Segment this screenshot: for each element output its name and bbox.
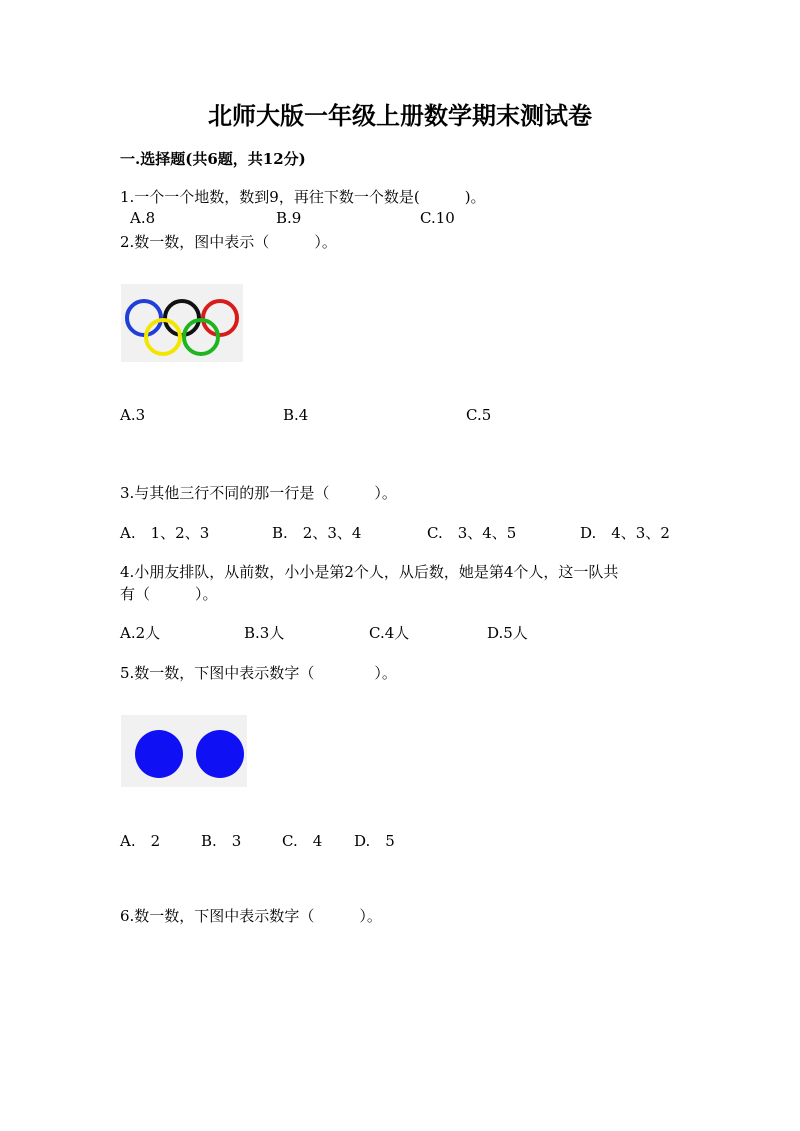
question-2-option-a: A.3	[120, 406, 146, 424]
ring-red	[203, 301, 237, 335]
question-3-text: 3.与其他三行不同的那一行是（ ）。	[120, 484, 397, 502]
section-heading: 一.选择题(共6题，共12分)	[120, 150, 306, 168]
question-2-option-b: B.4	[283, 406, 309, 424]
question-4-option-d: D.5人	[487, 624, 528, 642]
question-5-option-b: B. 3	[201, 832, 242, 850]
question-1-option-a: A.8	[130, 209, 156, 227]
question-2-text: 2.数一数，图中表示（ ）。	[120, 233, 337, 251]
ring-green	[184, 320, 218, 354]
ring-black	[165, 301, 199, 335]
question-4-text-line-1: 4.小朋友排队，从前数，小小是第2个人，从后数，她是第4个人，这一队共	[120, 563, 619, 581]
question-3-option-d: D. 4、3、2	[580, 524, 670, 542]
question-1-text: 1.一个一个地数，数到9，再往下数一个数是( )。	[120, 188, 486, 206]
question-1-option-b: B.9	[276, 209, 302, 227]
question-4-option-a: A.2人	[120, 624, 161, 642]
ring-blue	[127, 301, 161, 335]
question-2-option-c: C.5	[466, 406, 492, 424]
question-4-text-line-2: 有（ ）。	[120, 585, 218, 603]
question-3-option-a: A. 1、2、3	[120, 524, 210, 542]
olympic-rings-svg	[121, 284, 243, 362]
page-title: 北师大版一年级上册数学期末测试卷	[208, 101, 592, 130]
blue-dots-image	[121, 715, 247, 787]
blue-dot	[196, 730, 244, 778]
question-1-option-c: C.10	[420, 209, 455, 227]
question-5-option-c: C. 4	[282, 832, 323, 850]
question-6-text: 6.数一数，下图中表示数字（ ）。	[120, 907, 382, 925]
question-4-option-b: B.3人	[244, 624, 285, 642]
question-5-option-d: D. 5	[354, 832, 395, 850]
ring-yellow	[146, 320, 180, 354]
question-3-option-c: C. 3、4、5	[427, 524, 517, 542]
question-5-option-a: A. 2	[120, 832, 161, 850]
blue-dots-svg	[121, 715, 247, 787]
question-5-text: 5.数一数，下图中表示数字（ ）。	[120, 664, 397, 682]
blue-dot	[135, 730, 183, 778]
question-4-option-c: C.4人	[369, 624, 410, 642]
question-3-option-b: B. 2、3、4	[272, 524, 362, 542]
olympic-rings-image	[121, 284, 243, 362]
